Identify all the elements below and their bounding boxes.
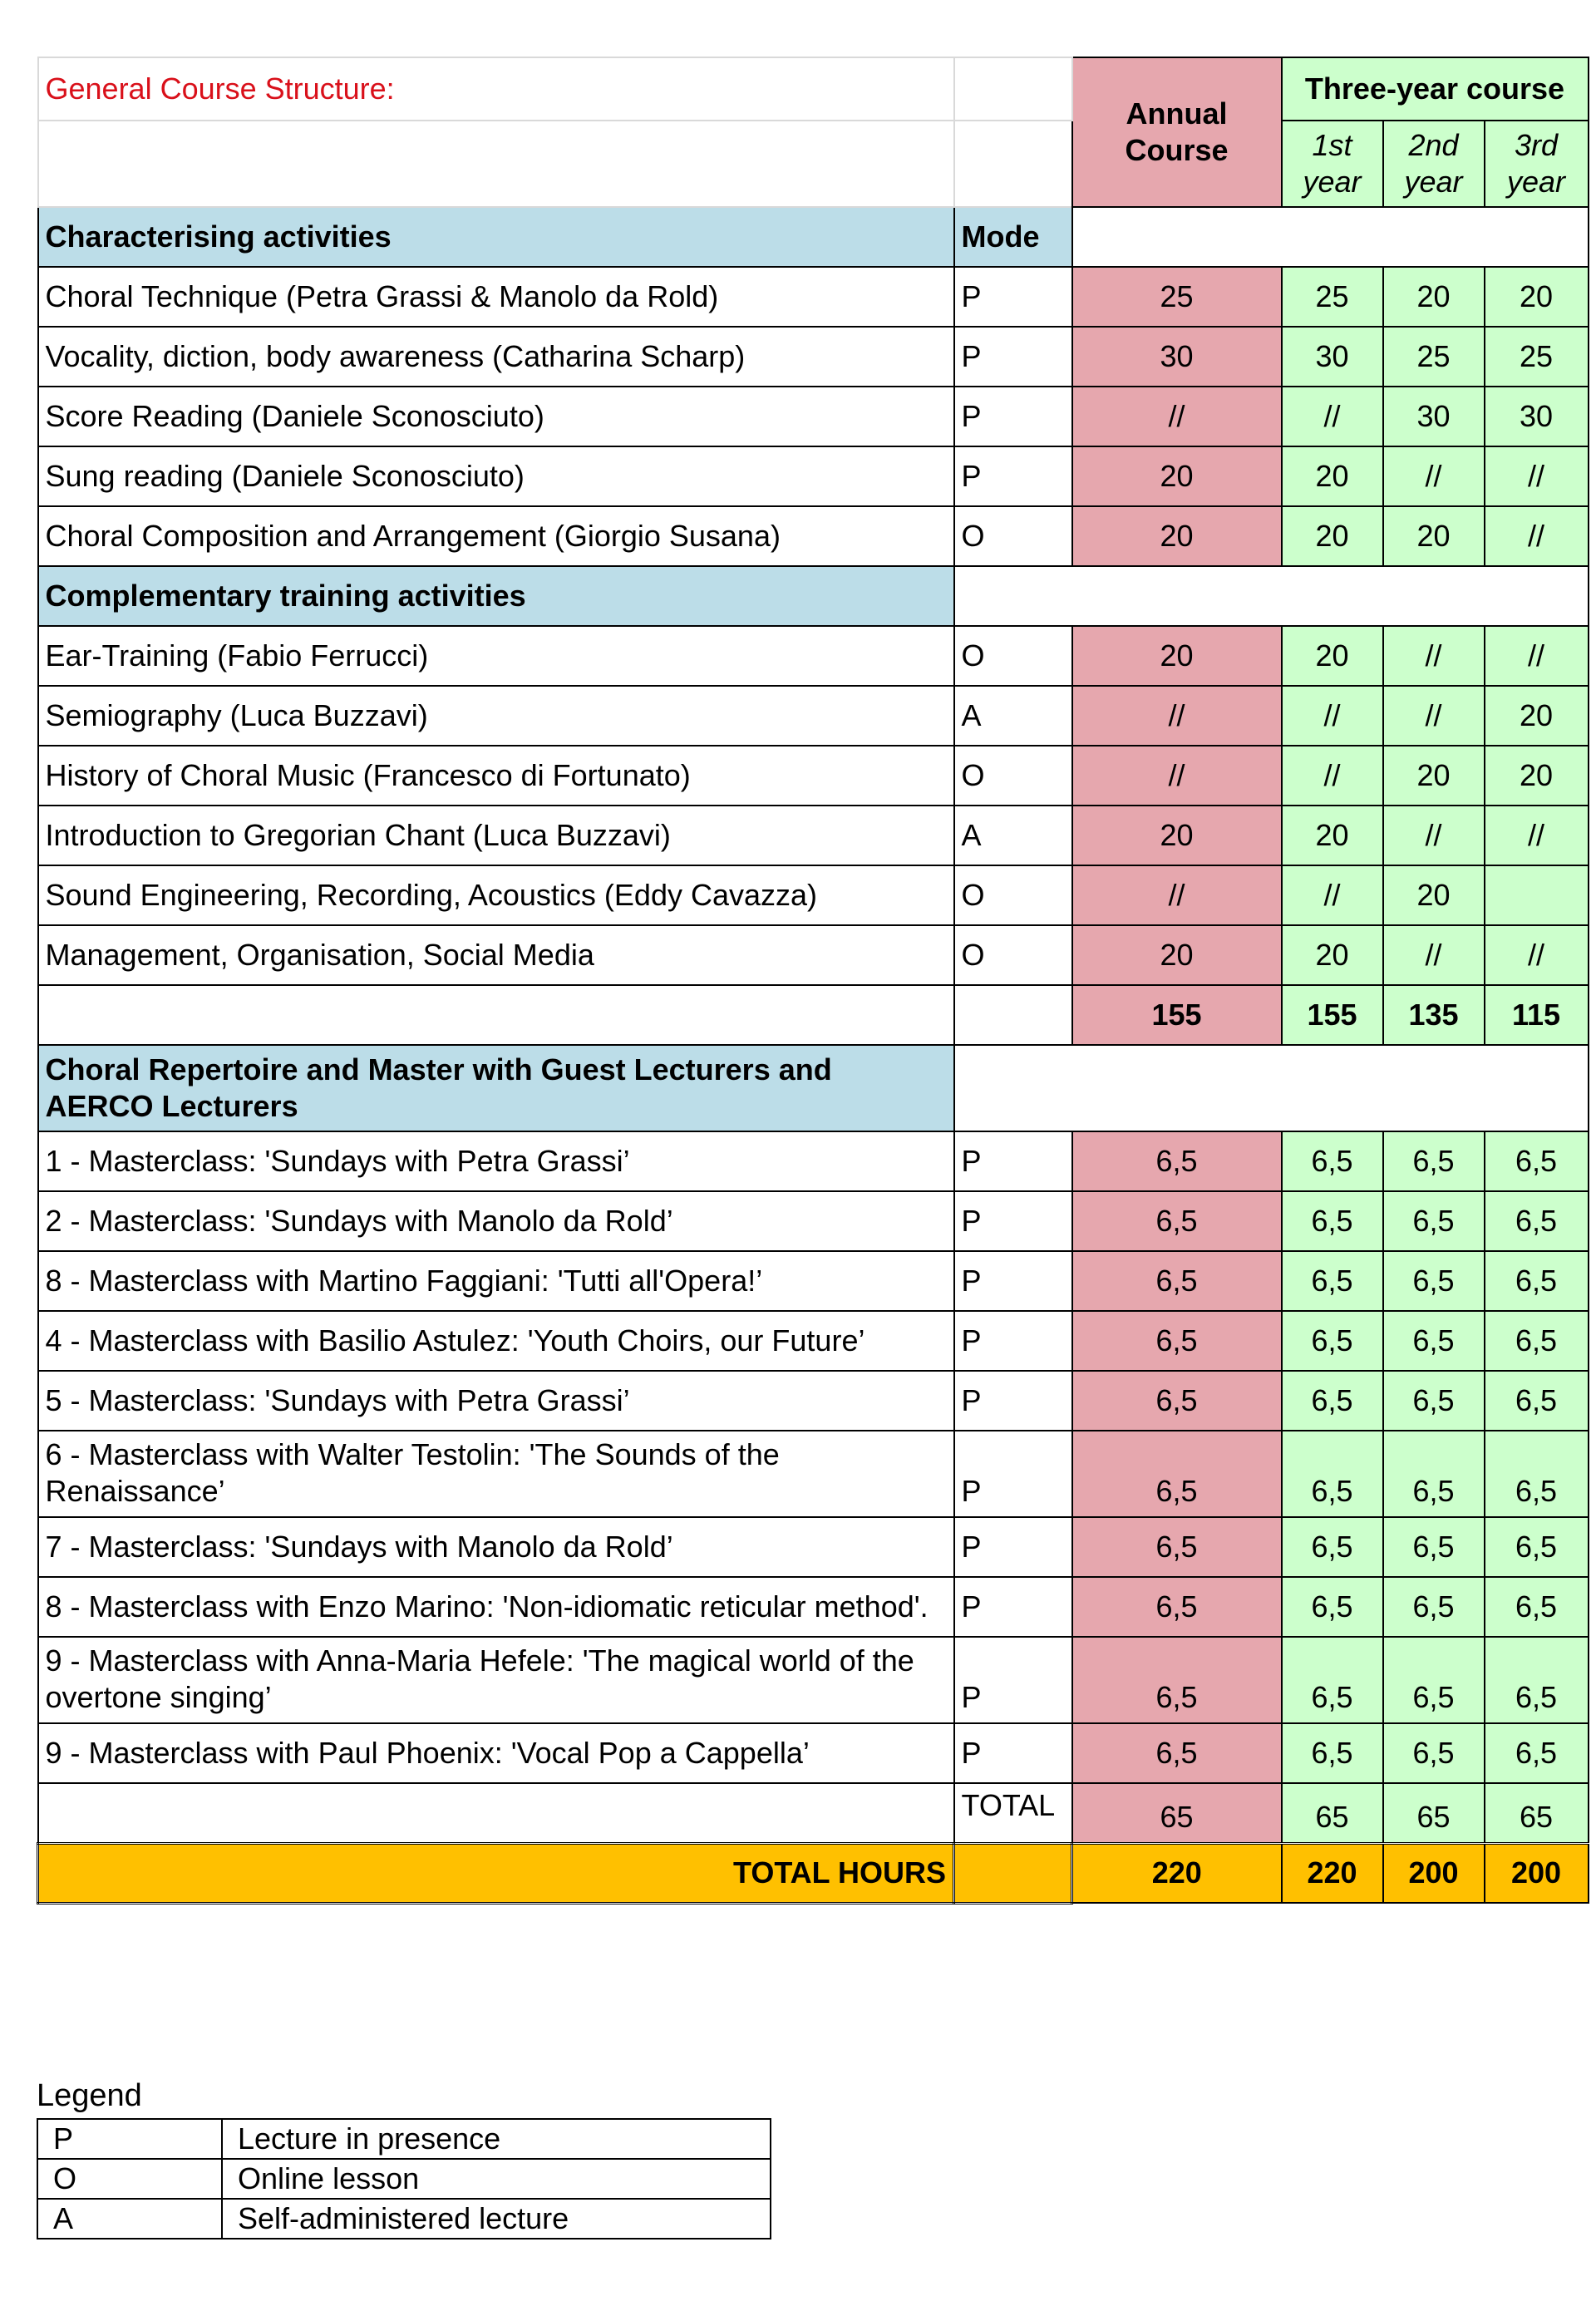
year2-hours: 6,5: [1383, 1517, 1485, 1577]
annual-hours: 6,5: [1072, 1371, 1282, 1431]
year1-hours: 20: [1282, 506, 1383, 566]
mode-cell: O: [954, 626, 1072, 686]
activity-name: 5 - Masterclass: 'Sundays with Petra Grassi’: [38, 1371, 954, 1431]
table-row: [38, 446, 1589, 506]
activity-name: [38, 1431, 954, 1517]
table-row: [38, 267, 1589, 327]
course-structure-table: [37, 57, 1589, 1904]
mode-cell: P: [954, 1131, 1072, 1191]
year2-hours: //: [1383, 446, 1485, 506]
header-blank-3: [954, 121, 1072, 207]
total-year2: 65: [1383, 1783, 1485, 1843]
year3-header: [1485, 121, 1589, 207]
annual-hours: 6,5: [1072, 1311, 1282, 1371]
total-annual: 65: [1072, 1783, 1282, 1843]
year1-hours: 20: [1282, 806, 1383, 865]
year3-hours: 20: [1485, 686, 1589, 746]
year1-header: [1282, 121, 1383, 207]
table-row: [38, 746, 1589, 806]
activity-line1: 9 - Masterclass with Anna-Maria Hefele: 'The magical world of the: [45, 1643, 914, 1678]
total-hours-blank: [954, 1843, 1072, 1903]
mode-cell: P: [954, 1371, 1072, 1431]
table-row: [38, 626, 1589, 686]
table-row: [38, 327, 1589, 387]
subtotal-blank: [38, 985, 954, 1045]
subtotal-row: [38, 985, 1589, 1045]
mode-cell: P: [954, 1577, 1072, 1637]
year2-hours: 6,5: [1383, 1371, 1485, 1431]
year2-hours: 20: [1383, 746, 1485, 806]
table-row: [38, 925, 1589, 985]
total-year1: 65: [1282, 1783, 1383, 1843]
activity-name: 2 - Masterclass: 'Sundays with Manolo da Rold’: [38, 1191, 954, 1251]
legend-row: [37, 2199, 771, 2239]
year2-hours: //: [1383, 925, 1485, 985]
table-row: [38, 1191, 1589, 1251]
page-title: General Course Structure:: [38, 57, 954, 121]
activity-name: Score Reading (Daniele Sconosciuto): [38, 387, 954, 446]
year2-hours: //: [1383, 686, 1485, 746]
annual-hours: 30: [1072, 327, 1282, 387]
legend-code: P: [37, 2119, 222, 2159]
total-hours-annual: 220: [1072, 1843, 1282, 1903]
annual-hours: 20: [1072, 925, 1282, 985]
annual-hours: 20: [1072, 506, 1282, 566]
annual-hours: 6,5: [1072, 1131, 1282, 1191]
mode-cell: P: [954, 446, 1072, 506]
activity-name: 8 - Masterclass with Enzo Marino: 'Non-idiomatic reticular method'.: [38, 1577, 954, 1637]
table-row: [38, 1577, 1589, 1637]
activity-name: [38, 1637, 954, 1723]
year2-hours: 6,5: [1383, 1577, 1485, 1637]
activity-name: 1 - Masterclass: 'Sundays with Petra Grassi’: [38, 1131, 954, 1191]
annual-hours: //: [1072, 686, 1282, 746]
year1-hours: 6,5: [1282, 1191, 1383, 1251]
year2-hours: 6,5: [1383, 1431, 1485, 1517]
year2-hours: 6,5: [1383, 1131, 1485, 1191]
year3-hours: 25: [1485, 327, 1589, 387]
subtotal-blank: [954, 985, 1072, 1045]
year3-hours: 6,5: [1485, 1577, 1589, 1637]
year3-hours: 6,5: [1485, 1431, 1589, 1517]
section-repertoire-line2: AERCO Lecturers: [45, 1089, 298, 1123]
mode-cell: P: [954, 1517, 1072, 1577]
table-row: [38, 686, 1589, 746]
table-row: [38, 1251, 1589, 1311]
mode-cell: O: [954, 506, 1072, 566]
activity-name: History of Choral Music (Francesco di Fortunato): [38, 746, 954, 806]
year1-hours: //: [1282, 387, 1383, 446]
year1-hours: //: [1282, 746, 1383, 806]
year3-header-line1: 3rd: [1514, 128, 1559, 162]
year2-header: [1383, 121, 1485, 207]
year3-hours: 6,5: [1485, 1191, 1589, 1251]
annual-hours: //: [1072, 865, 1282, 925]
activity-name: Choral Composition and Arrangement (Giorgio Susana): [38, 506, 954, 566]
table-row: [38, 1431, 1589, 1517]
annual-hours: 6,5: [1072, 1191, 1282, 1251]
annual-hours: 6,5: [1072, 1251, 1282, 1311]
total-hours-year2: 200: [1383, 1843, 1485, 1903]
year3-hours: 6,5: [1485, 1723, 1589, 1783]
section-blank: [954, 566, 1589, 626]
mode-cell: P: [954, 1723, 1072, 1783]
mode-cell: O: [954, 865, 1072, 925]
year2-hours: 6,5: [1383, 1251, 1485, 1311]
year2-hours: 6,5: [1383, 1637, 1485, 1723]
year3-hours: 6,5: [1485, 1311, 1589, 1371]
year1-hours: 20: [1282, 446, 1383, 506]
annual-hours: //: [1072, 387, 1282, 446]
three-year-course-header: Three-year course: [1282, 57, 1589, 121]
total-hours-year3: 200: [1485, 1843, 1589, 1903]
table-row: [38, 1131, 1589, 1191]
total-blank: [38, 1783, 954, 1843]
year3-hours: 6,5: [1485, 1251, 1589, 1311]
mode-cell: A: [954, 806, 1072, 865]
year3-hours: //: [1485, 925, 1589, 985]
masterclass-total-row: [38, 1783, 1589, 1843]
annual-hours: 20: [1072, 446, 1282, 506]
year3-hours: 20: [1485, 746, 1589, 806]
legend-code: A: [37, 2199, 222, 2239]
table-row: [38, 387, 1589, 446]
section-characterising: Characterising activities: [38, 207, 954, 267]
year1-hours: 6,5: [1282, 1517, 1383, 1577]
annual-hours: 20: [1072, 806, 1282, 865]
activity-name: Semiography (Luca Buzzavi): [38, 686, 954, 746]
year2-header-line2: year: [1404, 165, 1463, 199]
table-row: [38, 506, 1589, 566]
mode-cell: O: [954, 746, 1072, 806]
mode-cell: P: [954, 387, 1072, 446]
year2-hours: 20: [1383, 506, 1485, 566]
mode-cell: A: [954, 686, 1072, 746]
activity-name: Introduction to Gregorian Chant (Luca Buzzavi): [38, 806, 954, 865]
section-repertoire-line1: Choral Repertoire and Master with Guest Lecturers and: [45, 1052, 832, 1086]
table-row: [38, 1517, 1589, 1577]
mode-cell: P: [954, 327, 1072, 387]
total-hours-year1: 220: [1282, 1843, 1383, 1903]
annual-course-header: [1072, 57, 1282, 207]
activity-name: Choral Technique (Petra Grassi & Manolo da Rold): [38, 267, 954, 327]
activity-line2: overtone singing’: [45, 1680, 272, 1714]
year1-hours: 20: [1282, 626, 1383, 686]
annual-hours: 6,5: [1072, 1431, 1282, 1517]
year1-hours: 6,5: [1282, 1251, 1383, 1311]
year3-hours: 30: [1485, 387, 1589, 446]
mode-cell: P: [954, 1251, 1072, 1311]
legend-description: Online lesson: [222, 2159, 771, 2199]
year1-header-line1: 1st: [1312, 128, 1352, 162]
annual-hours: 6,5: [1072, 1517, 1282, 1577]
year2-hours: 6,5: [1383, 1723, 1485, 1783]
year3-hours: 20: [1485, 267, 1589, 327]
section-blank: [954, 1045, 1589, 1131]
total-hours-label: TOTAL HOURS: [38, 1843, 954, 1903]
table-row: [38, 1371, 1589, 1431]
annual-hours: 25: [1072, 267, 1282, 327]
annual-hours: 6,5: [1072, 1723, 1282, 1783]
activity-line2: Renaissance’: [45, 1474, 225, 1508]
year1-hours: 25: [1282, 267, 1383, 327]
annual-header-line1: Annual: [1126, 96, 1228, 131]
legend-code: O: [37, 2159, 222, 2199]
activity-name: Ear-Training (Fabio Ferrucci): [38, 626, 954, 686]
year1-hours: //: [1282, 686, 1383, 746]
year2-hours: 20: [1383, 267, 1485, 327]
activity-name: 9 - Masterclass with Paul Phoenix: 'Vocal Pop a Cappella’: [38, 1723, 954, 1783]
total-hours-row: [38, 1843, 1589, 1903]
annual-hours: 6,5: [1072, 1637, 1282, 1723]
subtotal-year2: 135: [1383, 985, 1485, 1045]
activity-name: 4 - Masterclass with Basilio Astulez: 'Youth Choirs, our Future’: [38, 1311, 954, 1371]
year3-hours: //: [1485, 506, 1589, 566]
year3-hours: //: [1485, 806, 1589, 865]
legend-description: Self-administered lecture: [222, 2199, 771, 2239]
table-row: [38, 1723, 1589, 1783]
year3-hours: //: [1485, 626, 1589, 686]
activity-name: Sung reading (Daniele Sconosciuto): [38, 446, 954, 506]
year2-hours: 20: [1383, 865, 1485, 925]
section-complementary: Complementary training activities: [38, 566, 954, 626]
activity-name: 7 - Masterclass: 'Sundays with Manolo da Rold’: [38, 1517, 954, 1577]
table-row: [38, 1311, 1589, 1371]
year1-hours: 20: [1282, 925, 1383, 985]
year3-hours: 6,5: [1485, 1371, 1589, 1431]
year3-hours: 6,5: [1485, 1517, 1589, 1577]
total-year3: 65: [1485, 1783, 1589, 1843]
year2-header-line1: 2nd: [1408, 128, 1459, 162]
legend-row: [37, 2159, 771, 2199]
activity-name: Vocality, diction, body awareness (Catharina Scharp): [38, 327, 954, 387]
legend-table: [37, 2118, 771, 2239]
annual-hours: 6,5: [1072, 1577, 1282, 1637]
annual-hours: //: [1072, 746, 1282, 806]
header-blank: [954, 57, 1072, 121]
year3-hours: 6,5: [1485, 1637, 1589, 1723]
section-blank: [1072, 207, 1589, 267]
mode-cell: P: [954, 1637, 1072, 1723]
year3-hours: //: [1485, 446, 1589, 506]
year2-hours: 6,5: [1383, 1191, 1485, 1251]
year1-hours: 6,5: [1282, 1431, 1383, 1517]
year2-hours: //: [1383, 626, 1485, 686]
legend-title: Legend: [37, 2078, 142, 2113]
mode-cell: P: [954, 267, 1072, 327]
total-label: TOTAL: [954, 1783, 1072, 1843]
subtotal-year1: 155: [1282, 985, 1383, 1045]
legend-row: [37, 2119, 771, 2159]
mode-cell: P: [954, 1191, 1072, 1251]
year2-hours: 6,5: [1383, 1311, 1485, 1371]
year1-hours: 6,5: [1282, 1371, 1383, 1431]
activity-line1: 6 - Masterclass with Walter Testolin: 'The Sounds of the: [45, 1437, 780, 1471]
year3-header-line2: year: [1506, 165, 1566, 199]
annual-header-line2: Course: [1125, 133, 1229, 167]
year1-hours: 6,5: [1282, 1723, 1383, 1783]
table-row: [38, 865, 1589, 925]
activity-name: Sound Engineering, Recording, Acoustics (Eddy Cavazza): [38, 865, 954, 925]
year2-hours: //: [1383, 806, 1485, 865]
year1-hours: 6,5: [1282, 1577, 1383, 1637]
year1-hours: 30: [1282, 327, 1383, 387]
mode-cell: O: [954, 925, 1072, 985]
annual-hours: 20: [1072, 626, 1282, 686]
activity-name: Management, Organisation, Social Media: [38, 925, 954, 985]
table-row: [38, 1637, 1589, 1723]
section-repertoire: [38, 1045, 954, 1131]
year2-hours: 30: [1383, 387, 1485, 446]
subtotal-annual: 155: [1072, 985, 1282, 1045]
subtotal-year3: 115: [1485, 985, 1589, 1045]
legend-description: Lecture in presence: [222, 2119, 771, 2159]
table-row: [38, 806, 1589, 865]
activity-name: 8 - Masterclass with Martino Faggiani: 'Tutti all'Opera!’: [38, 1251, 954, 1311]
year3-hours: 6,5: [1485, 1131, 1589, 1191]
mode-cell: P: [954, 1431, 1072, 1517]
year2-hours: 25: [1383, 327, 1485, 387]
header-blank-2: [38, 121, 954, 207]
mode-header: Mode: [954, 207, 1072, 267]
year1-hours: 6,5: [1282, 1311, 1383, 1371]
year1-header-line2: year: [1303, 165, 1362, 199]
year3-hours: [1485, 865, 1589, 925]
year1-hours: 6,5: [1282, 1637, 1383, 1723]
year1-hours: //: [1282, 865, 1383, 925]
mode-cell: P: [954, 1311, 1072, 1371]
year1-hours: 6,5: [1282, 1131, 1383, 1191]
